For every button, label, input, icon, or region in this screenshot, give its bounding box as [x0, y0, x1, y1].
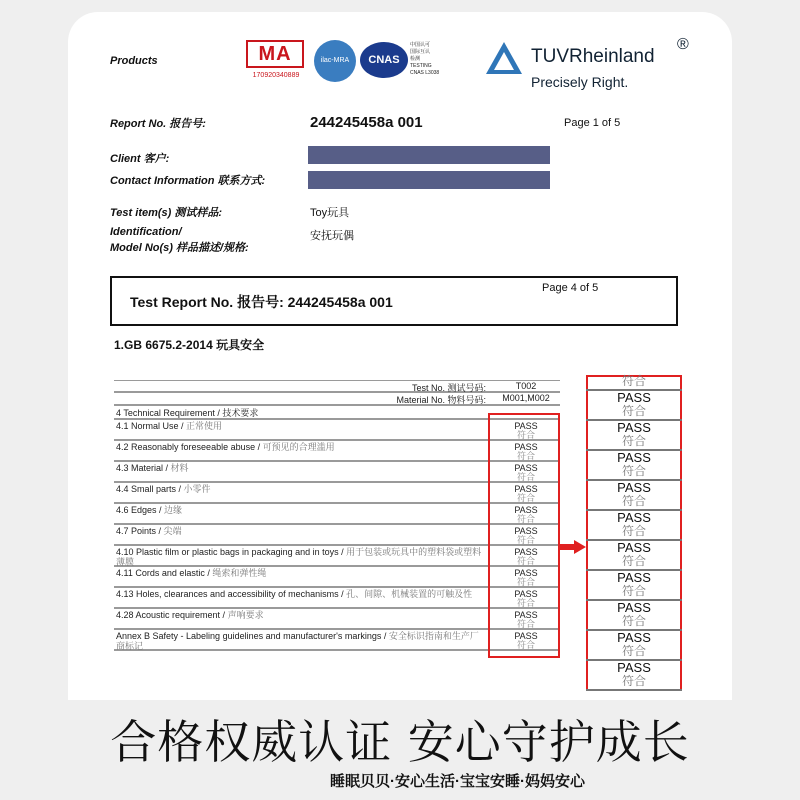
pass-zoom-cell: PASS 符合: [586, 541, 682, 571]
identification-value: 安抚玩偶: [310, 230, 354, 242]
tuv-triangle-icon: [484, 40, 524, 76]
pass-zoom-column: [586, 375, 682, 691]
test-no-label: Test No. 测试号码:: [411, 383, 486, 393]
requirement-label: 4.3 Material / 材料: [116, 463, 189, 473]
page-number: Page 1 of 5: [564, 117, 621, 129]
result-pass: PASS 符合: [514, 505, 538, 524]
tuv-tagline: Precisely Right.: [531, 74, 629, 90]
report-no-label: Report No. 报告号:: [110, 118, 206, 130]
ilac-mra-logo: ilac-MRA: [314, 40, 356, 82]
tuv-brand-name: TUVRheinland: [531, 46, 655, 67]
result-pass: PASS 符合: [514, 421, 538, 440]
pass-zoom-cell: 符合: [586, 375, 682, 391]
inner-report-box: [110, 276, 678, 326]
cma-logo: [244, 40, 308, 88]
pass-zoom-cell: PASS 符合: [586, 571, 682, 601]
footer-slogan: 合格权威认证 安心守护成长: [110, 715, 690, 769]
table-row: [114, 393, 560, 406]
material-no-value: M001,M002: [502, 393, 550, 403]
result-pass: PASS 符合: [514, 463, 538, 482]
pass-zoom-cell: PASS 符合: [586, 451, 682, 481]
identification-label-1: Identification/: [110, 226, 182, 238]
result-pass: PASS 符合: [514, 547, 538, 566]
result-pass: PASS 符合: [514, 484, 538, 503]
contact-label: Contact Information 联系方式:: [110, 175, 266, 187]
result-pass: PASS 符合: [514, 442, 538, 461]
requirement-label: 4.4 Small parts / 小零件: [116, 484, 211, 494]
cma-number: 170920340889: [252, 72, 300, 79]
requirement-label: 4.6 Edges / 边缘: [116, 505, 183, 515]
standard-title: 1.GB 6675.2-2014 玩具安全: [114, 338, 265, 352]
test-item-value: Toy玩具: [310, 207, 350, 219]
test-no-value: T002: [515, 381, 537, 391]
requirement-label: Annex B Safety - Labeling guidelines and manufacturer's markings / 安全标识指南和生产厂商标记: [116, 631, 479, 651]
pass-zoom-cell: PASS 符合: [586, 601, 682, 631]
report-no: 244245458a 001: [310, 114, 423, 131]
pass-zoom-cell: PASS 符合: [586, 511, 682, 541]
right-arrow-icon: [560, 540, 586, 554]
result-pass: PASS 符合: [514, 631, 538, 650]
requirement-label: 4.7 Points / 尖端: [116, 526, 182, 536]
products-label: Products: [110, 55, 158, 67]
cma-mark: MA: [246, 40, 304, 68]
cnas-logo: CNAS: [360, 42, 408, 78]
pass-highlight-box: [488, 413, 560, 658]
requirement-label: 4.2 Reasonably foreseeable abuse / 可预见的合理滥用: [116, 442, 335, 452]
inner-page-number: Page 4 of 5: [542, 282, 599, 294]
result-pass: PASS 符合: [514, 526, 538, 545]
result-pass: PASS 符合: [514, 589, 538, 608]
contact-redaction: [308, 171, 550, 189]
requirement-label: 4.11 Cords and elastic / 绳索和弹性绳: [116, 568, 267, 578]
material-no-label: Material No. 物料号码:: [396, 395, 486, 405]
pass-zoom-cell: PASS 符合: [586, 391, 682, 421]
pass-zoom-cell: PASS 符合: [586, 631, 682, 661]
client-label: Client 客户:: [110, 153, 170, 165]
result-pass: PASS 符合: [514, 610, 538, 629]
tuv-registered-mark: ®: [677, 36, 689, 53]
cnas-note: 中国认可 国际互认 检测 TESTING CNAS L3038: [410, 42, 440, 76]
pass-zoom-cell: PASS 符合: [586, 661, 682, 691]
footer-subslogan: 睡眠贝贝·安心生活·宝宝安睡·妈妈安心: [330, 773, 585, 790]
identification-label-2: Model No(s) 样品描述/规格:: [110, 242, 249, 254]
pass-zoom-cell: PASS 符合: [586, 421, 682, 451]
section-heading: 4 Technical Requirement / 技术要求: [116, 408, 259, 418]
table-row: [114, 380, 560, 393]
requirement-label: 4.1 Normal Use / 正常使用: [116, 421, 223, 431]
requirement-label: 4.28 Acoustic requirement / 声响要求: [116, 610, 264, 620]
inner-report-title: Test Report No. 报告号: 244245458a 001: [130, 294, 393, 310]
requirement-label: 4.10 Plastic film or plastic bags in packaging and in toys / 用于包装或玩具中的塑料袋或塑料薄膜: [116, 547, 482, 567]
pass-zoom-cell: PASS 符合: [586, 481, 682, 511]
requirement-label: 4.13 Holes, clearances and accessibility of mechanisms / 孔、间隙、机械装置的可触及性: [116, 589, 473, 599]
result-pass: PASS 符合: [514, 568, 538, 587]
client-redaction: [308, 146, 550, 164]
test-item-label: Test item(s) 测试样品:: [110, 207, 223, 219]
